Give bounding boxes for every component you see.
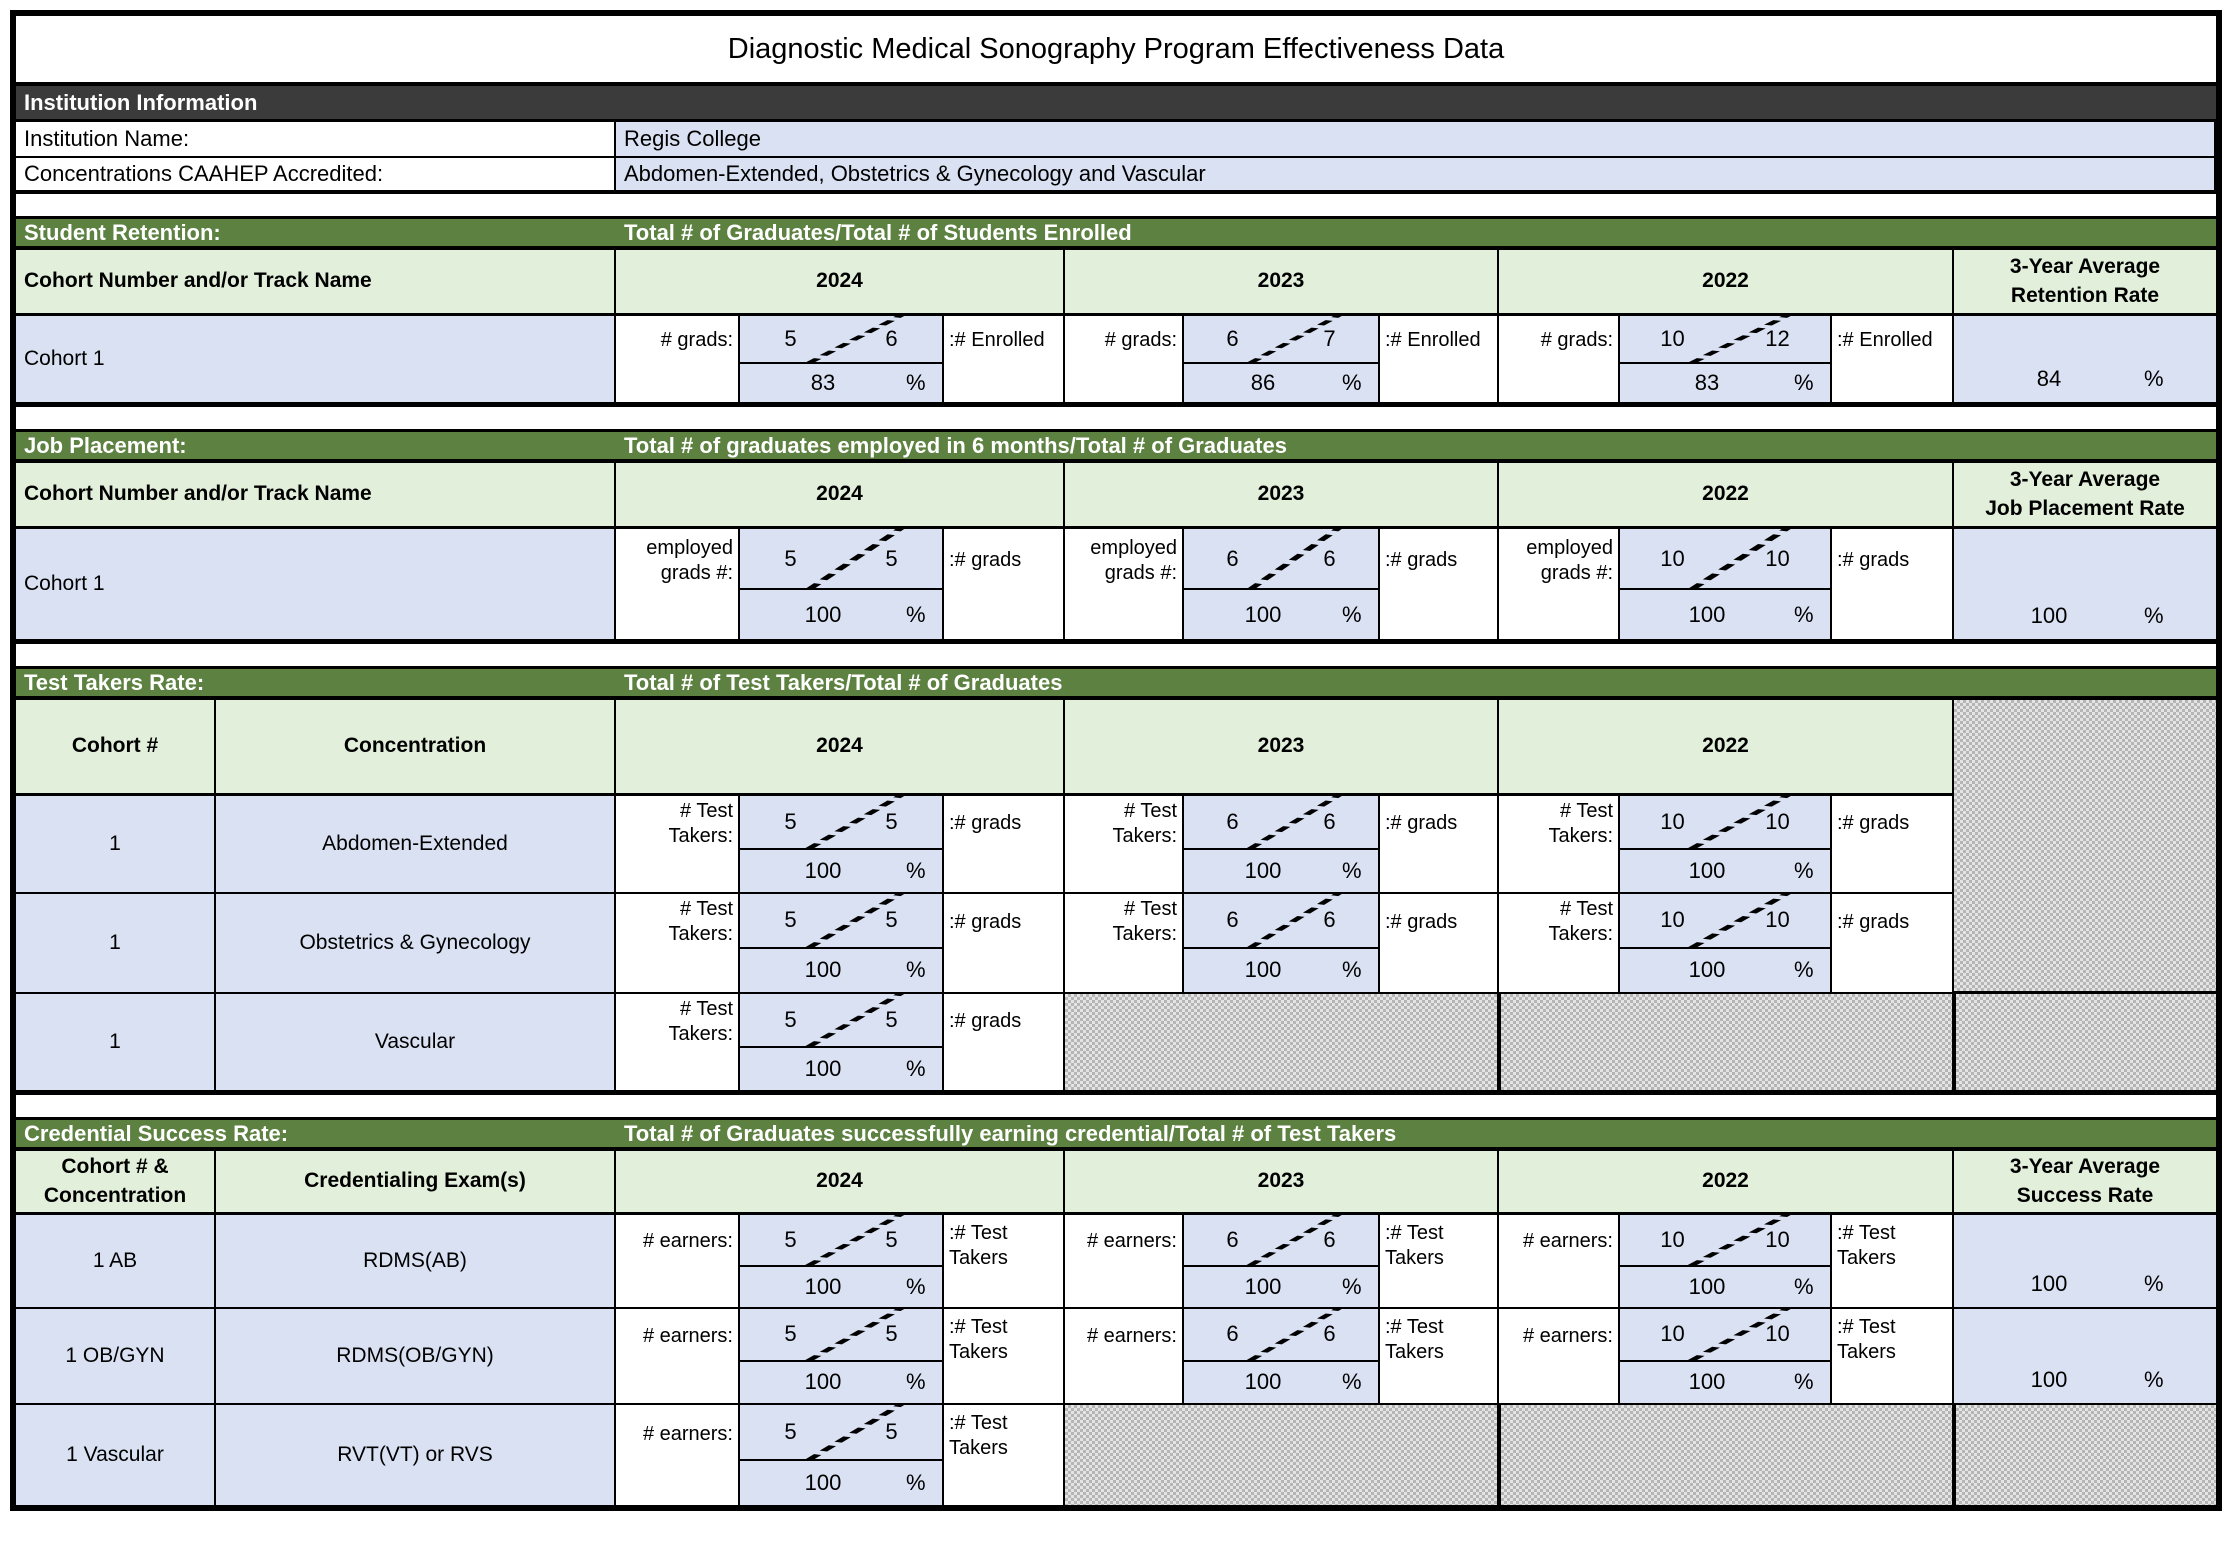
cs-row2-2022-prefix: # earners:: [1499, 1309, 1620, 1405]
cs-row2-2022-fraction[interactable]: 10 10 100 %: [1620, 1309, 1832, 1405]
credential-bar-formula: Total # of Graduates successfully earning credential/Total # of Test Takers: [624, 1120, 1397, 1146]
cs-row1-2022-suffix: :# Test Takers: [1832, 1215, 1954, 1309]
tt-row3-2024-prefix: # Test Takers:: [616, 994, 740, 1090]
retention-average-cell[interactable]: 84 %: [1954, 316, 2216, 402]
retention-table: [16, 250, 2216, 407]
tt-row3-2024-fraction[interactable]: 5 5 100 %: [740, 994, 944, 1090]
placement-2024-fraction[interactable]: 5 5 100 %: [740, 529, 944, 639]
cs-row2-2024-fraction[interactable]: 5 5 100 %: [740, 1309, 944, 1405]
retention-section-bar: [16, 216, 2216, 250]
retention-2022-fraction[interactable]: 10 12 83 %: [1620, 316, 1832, 402]
cs-row2-cohort[interactable]: 1 OB/GYN: [16, 1309, 216, 1405]
cs-year-2023-header: 2023: [1065, 1151, 1499, 1215]
tt-row1-2023-fraction[interactable]: 6 6 100 %: [1184, 796, 1380, 894]
placement-row-header: Cohort Number and/or Track Name: [16, 463, 616, 529]
tt-year-2024-header: 2024: [616, 700, 1065, 796]
section-gap: [16, 644, 2216, 666]
concentrations-value[interactable]: Abdomen-Extended, Obstetrics & Gynecology and Vascular: [616, 158, 2216, 194]
tt-cohort-header: Cohort #: [16, 700, 216, 796]
retention-2024-fraction[interactable]: 5 6 83 %: [740, 316, 944, 402]
tt-row1-2024-fraction[interactable]: 5 5 100 %: [740, 796, 944, 894]
test-takers-bar-formula: Total # of Test Takers/Total # of Graduates: [624, 669, 1063, 695]
placement-year-2022-header: 2022: [1499, 463, 1954, 529]
placement-2024-suffix: :# grads: [944, 529, 1065, 639]
retention-2022-suffix: :# Enrolled: [1832, 316, 1954, 402]
placement-2023-prefix: employed grads #:: [1065, 529, 1184, 639]
cs-row1-2024-suffix: :# Test Takers: [944, 1215, 1065, 1309]
tt-row3-2022-na: [1499, 994, 1954, 1090]
credential-section-bar: [16, 1117, 2216, 1151]
cs-row2-2023-fraction[interactable]: 6 6 100 %: [1184, 1309, 1380, 1405]
retention-year-2023-header: 2023: [1065, 250, 1499, 316]
tt-row2-2022-prefix: # Test Takers:: [1499, 894, 1620, 994]
cs-row3-2024-suffix: :# Test Takers: [944, 1405, 1065, 1505]
tt-row1-2023-prefix: # Test Takers:: [1065, 796, 1184, 894]
cs-row2-2022-suffix: :# Test Takers: [1832, 1309, 1954, 1405]
placement-bar-label: Job Placement:: [24, 432, 187, 458]
tt-row1-2022-suffix: :# grads: [1832, 796, 1954, 894]
cs-row2-2024-suffix: :# Test Takers: [944, 1309, 1065, 1405]
cs-row1-2023-suffix: :# Test Takers: [1380, 1215, 1499, 1309]
tt-row2-2024-prefix: # Test Takers:: [616, 894, 740, 994]
cs-row2-2023-prefix: # earners:: [1065, 1309, 1184, 1405]
tt-row2-concentration[interactable]: Obstetrics & Gynecology: [216, 894, 616, 994]
tt-row2-2024-suffix: :# grads: [944, 894, 1065, 994]
tt-row2-cohort[interactable]: 1: [16, 894, 216, 994]
tt-row2-2024-fraction[interactable]: 5 5 100 %: [740, 894, 944, 994]
placement-cohort-label[interactable]: Cohort 1: [16, 529, 616, 639]
placement-2022-suffix: :# grads: [1832, 529, 1954, 639]
cs-row3-2022-na: [1499, 1405, 1954, 1505]
cs-row2-2024-prefix: # earners:: [616, 1309, 740, 1405]
placement-2022-prefix: employed grads #:: [1499, 529, 1620, 639]
section-gap: [16, 194, 2216, 216]
cs-row2-average[interactable]: 100 %: [1954, 1309, 2216, 1405]
placement-bar-formula: Total # of graduates employed in 6 months/Total # of Graduates: [624, 432, 1287, 458]
placement-section-bar: [16, 429, 2216, 463]
retention-2024-suffix: :# Enrolled: [944, 316, 1065, 402]
tt-row2-2023-suffix: :# grads: [1380, 894, 1499, 994]
retention-avg-header: 3-Year Average Retention Rate: [1954, 250, 2216, 316]
retention-row-header: Cohort Number and/or Track Name: [16, 250, 616, 316]
cs-exam-header: Credentialing Exam(s): [216, 1151, 616, 1215]
tt-row2-2023-fraction[interactable]: 6 6 100 %: [1184, 894, 1380, 994]
institution-section-label: Institution Information: [24, 89, 258, 115]
tt-row1-2022-fraction[interactable]: 10 10 100 %: [1620, 796, 1832, 894]
test-takers-table: [16, 700, 2216, 1095]
placement-2023-fraction[interactable]: 6 6 100 %: [1184, 529, 1380, 639]
retention-year-2022-header: 2022: [1499, 250, 1954, 316]
cs-row3-2024-prefix: # earners:: [616, 1405, 740, 1505]
retention-2023-prefix: # grads:: [1065, 316, 1184, 402]
tt-row3-concentration[interactable]: Vascular: [216, 994, 616, 1090]
cs-cohort-header: Cohort # & Concentration: [16, 1151, 216, 1215]
retention-bar-label: Student Retention:: [24, 219, 221, 245]
cs-row2-2023-suffix: :# Test Takers: [1380, 1309, 1499, 1405]
cs-row1-2022-fraction[interactable]: 10 10 100 %: [1620, 1215, 1832, 1309]
cs-row3-exam[interactable]: RVT(VT) or RVS: [216, 1405, 616, 1505]
concentrations-label: Concentrations CAAHEP Accredited:: [16, 158, 616, 194]
cs-row1-2024-fraction[interactable]: 5 5 100 %: [740, 1215, 944, 1309]
institution-section-bar: [16, 86, 2216, 122]
cs-row2-exam[interactable]: RDMS(OB/GYN): [216, 1309, 616, 1405]
cs-row1-cohort[interactable]: 1 AB: [16, 1215, 216, 1309]
placement-2024-prefix: employed grads #:: [616, 529, 740, 639]
tt-row3-cohort[interactable]: 1: [16, 994, 216, 1090]
retention-2022-prefix: # grads:: [1499, 316, 1620, 402]
placement-2023-suffix: :# grads: [1380, 529, 1499, 639]
placement-table: [16, 463, 2216, 644]
section-gap: [16, 1095, 2216, 1117]
cs-row3-2024-fraction[interactable]: 5 5 100 %: [740, 1405, 944, 1505]
tt-row2-2022-suffix: :# grads: [1832, 894, 1954, 994]
test-takers-bar-label: Test Takers Rate:: [24, 669, 205, 695]
cs-row1-exam[interactable]: RDMS(AB): [216, 1215, 616, 1309]
retention-2023-suffix: :# Enrolled: [1380, 316, 1499, 402]
cs-row3-2023-na: [1065, 1405, 1499, 1505]
tt-row2-2023-prefix: # Test Takers:: [1065, 894, 1184, 994]
cs-row1-2023-fraction[interactable]: 6 6 100 %: [1184, 1215, 1380, 1309]
cs-avg-header: 3-Year Average Success Rate: [1954, 1151, 2216, 1215]
retention-bar-formula: Total # of Graduates/Total # of Students Enrolled: [624, 219, 1132, 245]
cs-year-2024-header: 2024: [616, 1151, 1065, 1215]
tt-row1-cohort[interactable]: 1: [16, 796, 216, 894]
retention-cohort-label[interactable]: Cohort 1: [16, 316, 616, 402]
placement-2022-fraction[interactable]: 10 10 100 %: [1620, 529, 1832, 639]
tt-row1-concentration[interactable]: Abdomen-Extended: [216, 796, 616, 894]
institution-name-value[interactable]: Regis College: [616, 122, 2216, 158]
tt-year-2022-header: 2022: [1499, 700, 1954, 796]
section-gap: [16, 407, 2216, 429]
retention-year-2024-header: 2024: [616, 250, 1065, 316]
tt-row2-2022-fraction[interactable]: 10 10 100 %: [1620, 894, 1832, 994]
cs-year-2022-header: 2022: [1499, 1151, 1954, 1215]
placement-average-cell[interactable]: 100 %: [1954, 529, 2216, 639]
tt-row3-avg-na: [1954, 994, 2216, 1090]
tt-row1-2022-prefix: # Test Takers:: [1499, 796, 1620, 894]
institution-info-table: [16, 122, 2216, 194]
retention-2023-fraction[interactable]: 6 7 86 %: [1184, 316, 1380, 402]
cs-row3-avg-na: [1954, 1405, 2216, 1505]
tt-row3-2024-suffix: :# grads: [944, 994, 1065, 1090]
tt-year-2023-header: 2023: [1065, 700, 1499, 796]
cs-row1-2022-prefix: # earners:: [1499, 1215, 1620, 1309]
cs-row1-average[interactable]: 100 %: [1954, 1215, 2216, 1309]
tt-row1-2024-prefix: # Test Takers:: [616, 796, 740, 894]
tt-concentration-header: Concentration: [216, 700, 616, 796]
cs-row3-cohort[interactable]: 1 Vascular: [16, 1405, 216, 1505]
placement-year-2024-header: 2024: [616, 463, 1065, 529]
effectiveness-data-sheet: [10, 10, 2222, 1511]
credential-table: [16, 1151, 2216, 1505]
tt-na-column: [1954, 700, 2216, 994]
credential-bar-label: Credential Success Rate:: [24, 1120, 289, 1146]
tt-row3-2023-na: [1065, 994, 1499, 1090]
test-takers-section-bar: [16, 666, 2216, 700]
page-title: Diagnostic Medical Sonography Program Effectiveness Data: [727, 32, 1505, 65]
cs-row1-2023-prefix: # earners:: [1065, 1215, 1184, 1309]
institution-name-label: Institution Name:: [16, 122, 616, 158]
tt-row1-2023-suffix: :# grads: [1380, 796, 1499, 894]
title-row: [16, 16, 2216, 86]
retention-2024-prefix: # grads:: [616, 316, 740, 402]
placement-avg-header: 3-Year Average Job Placement Rate: [1954, 463, 2216, 529]
placement-year-2023-header: 2023: [1065, 463, 1499, 529]
cs-row1-2024-prefix: # earners:: [616, 1215, 740, 1309]
tt-row1-2024-suffix: :# grads: [944, 796, 1065, 894]
